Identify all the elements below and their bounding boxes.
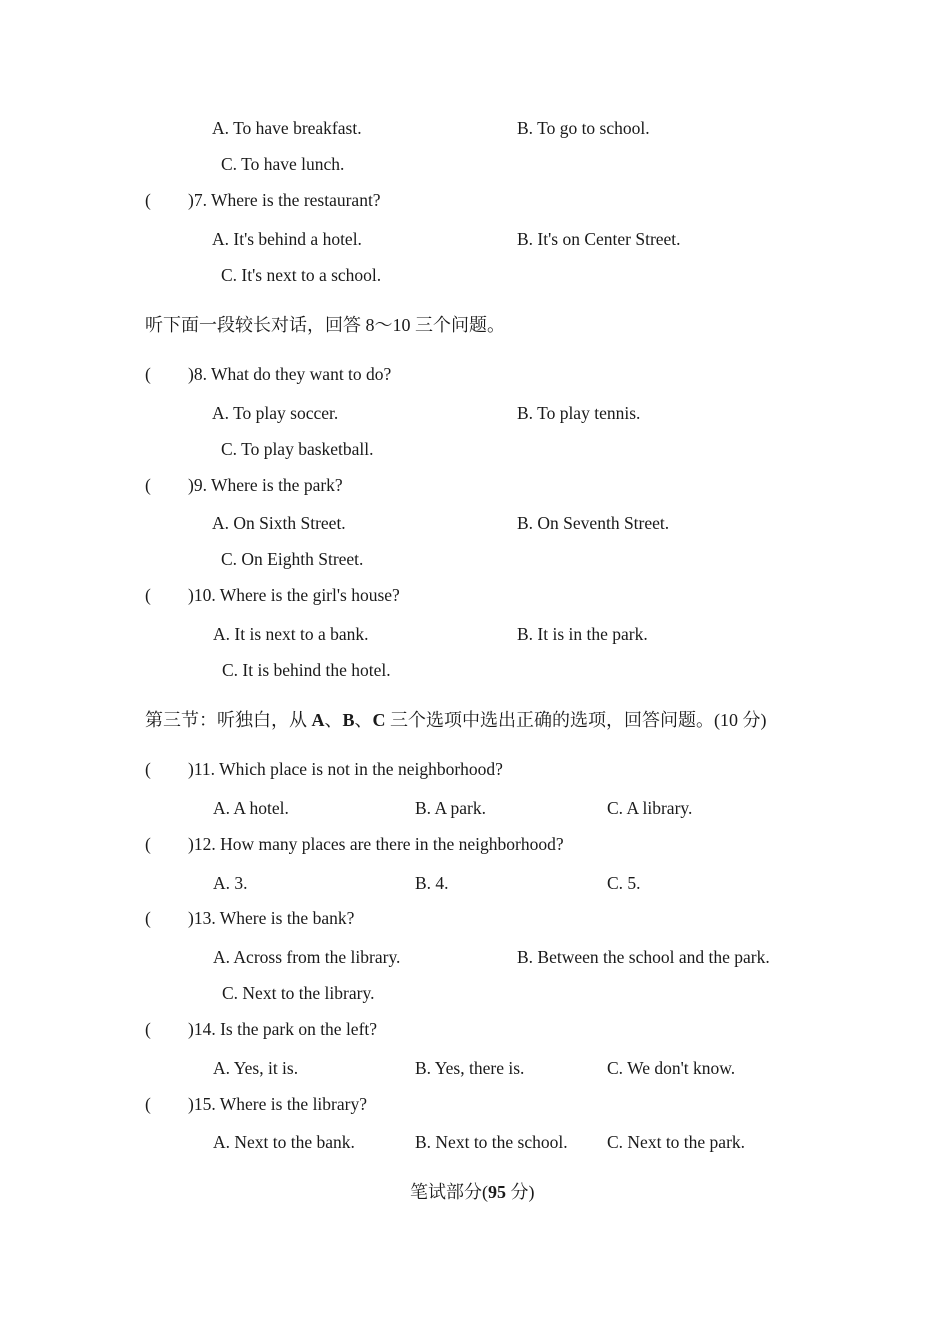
section3-prefix: 第三节：听独白，从 xyxy=(145,710,312,730)
q9-option-a: A. On Sixth Street. xyxy=(212,513,346,533)
q10-option-c: C. It is behind the hotel. xyxy=(222,660,391,680)
q9-option-c: C. On Eighth Street. xyxy=(221,549,364,569)
q14-answer-blank[interactable]: ( xyxy=(145,1019,151,1039)
q6-option-b: B. To go to school. xyxy=(517,118,650,138)
q8-answer-blank[interactable]: ( xyxy=(145,364,151,384)
section3-option-a: A xyxy=(311,710,325,730)
q10-stem: )10. Where is the girl's house? xyxy=(188,585,400,605)
q13-option-a: A. Across from the library. xyxy=(213,947,401,967)
q14-option-b: B. Yes, there is. xyxy=(415,1058,525,1078)
q14-option-c: C. We don't know. xyxy=(607,1058,736,1078)
section3-separator: 、 xyxy=(354,710,373,730)
section3-separator: 、 xyxy=(324,710,343,730)
q7-stem: )7. Where is the restaurant? xyxy=(188,190,381,210)
q12-option-c: C. 5. xyxy=(607,873,641,893)
q15-option-c: C. Next to the park. xyxy=(607,1132,746,1152)
q11-stem: )11. Which place is not in the neighborhood? xyxy=(188,759,503,779)
q15-option-b: B. Next to the school. xyxy=(415,1132,568,1152)
section3-option-c: C xyxy=(372,710,386,730)
q13-option-b: B. Between the school and the park. xyxy=(517,947,770,967)
q15-option-a: A. Next to the bank. xyxy=(213,1132,355,1152)
section3-option-b: B xyxy=(342,710,355,730)
q8-stem: )8. What do they want to do? xyxy=(188,364,392,384)
q8-option-a: A. To play soccer. xyxy=(212,403,339,423)
q12-answer-blank[interactable]: ( xyxy=(145,834,151,854)
q12-option-b: B. 4. xyxy=(415,873,449,893)
written-part-label: 笔试部分( xyxy=(410,1182,488,1202)
q11-answer-blank[interactable]: ( xyxy=(145,759,151,779)
q13-answer-blank[interactable]: ( xyxy=(145,908,151,928)
q11-option-b: B. A park. xyxy=(415,798,486,818)
long-dialogue-instruction: 听下面一段较长对话，回答 8～10 三个问题。 xyxy=(145,315,505,335)
q14-stem: )14. Is the park on the left? xyxy=(188,1019,378,1039)
q7-option-c: C. It's next to a school. xyxy=(221,265,382,285)
q7-answer-blank[interactable]: ( xyxy=(145,190,151,210)
q13-option-c: C. Next to the library. xyxy=(222,983,375,1003)
q11-option-c: C. A library. xyxy=(607,798,693,818)
q10-option-b: B. It is in the park. xyxy=(517,624,648,644)
q10-option-a: A. It is next to a bank. xyxy=(213,624,369,644)
q7-option-b: B. It's on Center Street. xyxy=(517,229,681,249)
q15-stem: )15. Where is the library? xyxy=(188,1094,367,1114)
q12-stem: )12. How many places are there in the neighborhood? xyxy=(188,834,564,854)
q7-option-a: A. It's behind a hotel. xyxy=(212,229,362,249)
q9-option-b: B. On Seventh Street. xyxy=(517,513,670,533)
q6-option-c: C. To have lunch. xyxy=(221,154,345,174)
q6-option-a: A. To have breakfast. xyxy=(212,118,362,138)
q13-stem: )13. Where is the bank? xyxy=(188,908,355,928)
q8-option-c: C. To play basketball. xyxy=(221,439,374,459)
q9-stem: )9. Where is the park? xyxy=(188,475,343,495)
written-part-suffix: 分) xyxy=(506,1182,535,1202)
q8-option-b: B. To play tennis. xyxy=(517,403,641,423)
q10-answer-blank[interactable]: ( xyxy=(145,585,151,605)
section3-suffix: 三个选项中选出正确的选项，回答问题。(10 分) xyxy=(385,710,767,730)
q15-answer-blank[interactable]: ( xyxy=(145,1094,151,1114)
q12-option-a: A. 3. xyxy=(213,873,248,893)
section3-heading xyxy=(145,708,767,732)
q9-answer-blank[interactable]: ( xyxy=(145,475,151,495)
q14-option-a: A. Yes, it is. xyxy=(213,1058,299,1078)
written-part-score: 95 xyxy=(488,1182,506,1202)
written-part-heading xyxy=(410,1180,535,1204)
q11-option-a: A. A hotel. xyxy=(213,798,289,818)
